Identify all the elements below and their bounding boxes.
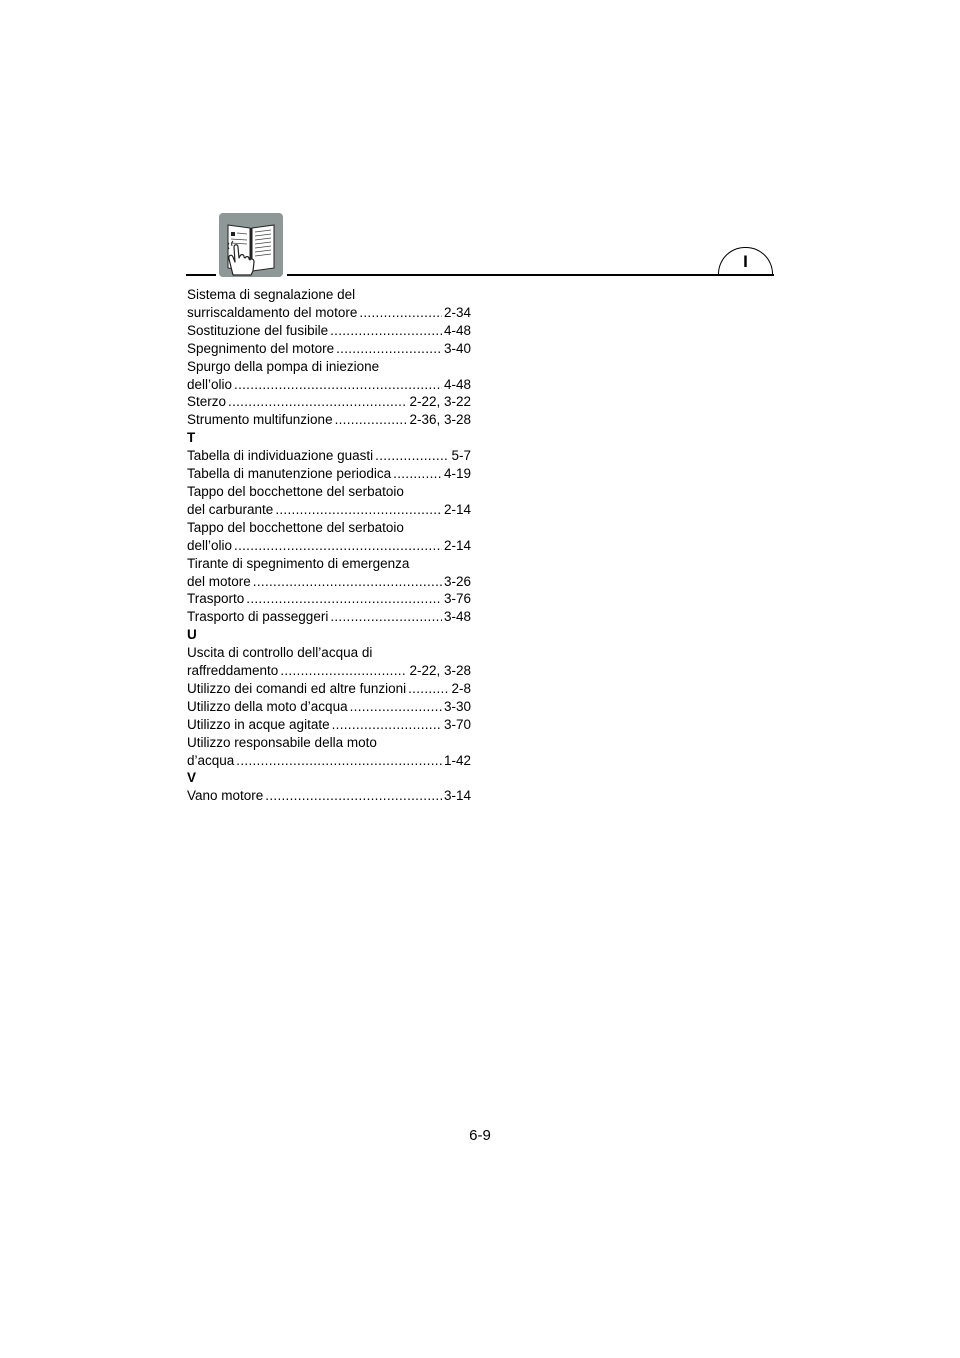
dot-leader (234, 537, 442, 555)
index-entry-page: 3-70 (443, 716, 471, 732)
index-entry-page: 3-30 (443, 698, 471, 714)
index-entry-page: 2-36, 3-28 (409, 412, 471, 428)
dot-leader (265, 787, 442, 805)
index-entry-page: 5-7 (451, 448, 471, 464)
index-entry-page: 4-48 (443, 322, 471, 338)
index-entry-page: 3-14 (443, 788, 471, 804)
index-entry-text: dell’olio (187, 376, 233, 392)
index-entry-text: Vano motore (187, 788, 264, 804)
dot-leader (393, 465, 442, 483)
index-entry-page: 3-76 (443, 591, 471, 607)
index-entry-page: 2-14 (443, 537, 471, 553)
index-entry-page: 2-14 (443, 501, 471, 517)
index-section-letter: U (187, 627, 197, 643)
index-entry-text: raffreddamento (187, 663, 279, 679)
dot-leader (350, 698, 442, 716)
index-entry (187, 537, 471, 555)
index-entry (187, 340, 471, 358)
language-badge: I (718, 247, 773, 274)
index-entry (187, 680, 471, 698)
index-entry-text: Tabella di manutenzione periodica (187, 466, 392, 482)
index-entry-page: 3-48 (443, 609, 471, 625)
index-entry (187, 752, 471, 770)
dot-leader (330, 322, 442, 340)
dot-leader (330, 608, 442, 626)
index-entry (187, 716, 471, 734)
page-number: 6-9 (469, 1127, 491, 1144)
index-entry-text: surriscaldamento del motore (187, 304, 358, 320)
header-rule-right (287, 274, 774, 276)
index-entry-page: 2-8 (451, 680, 471, 696)
dot-leader (335, 411, 408, 429)
index-entry (187, 662, 471, 680)
index-entry-text: Utilizzo della moto d’acqua (187, 698, 348, 714)
index-entry-line: Tirante di spegnimento di emergenza (187, 555, 410, 571)
header-rule-left (186, 274, 216, 276)
index-entry (187, 304, 471, 322)
index-entry (187, 787, 471, 805)
dot-leader (253, 573, 442, 591)
index-entry-text: Sostituzione del fusibile (187, 322, 329, 338)
index-entry (187, 411, 471, 429)
index-entry-text: Utilizzo in acque agitate (187, 716, 330, 732)
index-entry-text: dell’olio (187, 537, 233, 553)
index-entry-page: 4-48 (443, 376, 471, 392)
index-entry-page: 1-42 (443, 752, 471, 768)
dot-leader (275, 501, 442, 519)
index-list (187, 286, 471, 805)
index-entry (187, 376, 471, 394)
manual-hand-icon (219, 213, 283, 277)
index-entry (187, 590, 471, 608)
index-entry-text: Sterzo (187, 394, 227, 410)
index-entry (187, 447, 471, 465)
index-entry-text: Spegnimento del motore (187, 340, 335, 356)
index-entry (187, 573, 471, 591)
index-entry (187, 698, 471, 716)
dot-leader (234, 376, 442, 394)
index-entry-text: Strumento multifunzione (187, 412, 333, 428)
index-entry (187, 608, 471, 626)
dot-leader (375, 447, 449, 465)
dot-leader (246, 590, 442, 608)
index-entry (187, 393, 471, 411)
dot-leader (236, 752, 442, 770)
index-entry-line: Tappo del bocchettone del serbatoio (187, 483, 404, 499)
index-entry-text: del carburante (187, 501, 274, 517)
index-entry-line: Tappo del bocchettone del serbatoio (187, 519, 404, 535)
index-entry-text: Utilizzo dei comandi ed altre funzioni (187, 680, 407, 696)
index-entry-line: Sistema di segnalazione del (187, 287, 356, 302)
index-entry-page: 3-26 (443, 573, 471, 589)
dot-leader (332, 716, 442, 734)
dot-leader (280, 662, 407, 680)
index-entry-text: del motore (187, 573, 251, 589)
index-entry (187, 501, 471, 519)
index-entry (187, 322, 471, 340)
index-entry-text: Tabella di individuazione guasti (187, 448, 374, 464)
index-section-letter: T (187, 430, 196, 446)
index-entry-text: Trasporto (187, 591, 245, 607)
index-entry-page: 3-40 (443, 340, 471, 356)
index-entry-line: Uscita di controllo dell’acqua di (187, 645, 373, 661)
index-entry-line: Spurgo della pompa di iniezione (187, 358, 380, 374)
index-entry-text: d’acqua (187, 752, 235, 768)
index-entry-page: 4-19 (443, 466, 471, 482)
index-section-letter: V (187, 770, 197, 786)
dot-leader (228, 393, 407, 411)
dot-leader (408, 680, 449, 698)
index-entry-line: Utilizzo responsabile della moto (187, 734, 377, 750)
index-entry-text: Trasporto di passeggeri (187, 609, 329, 625)
dot-leader (359, 304, 442, 322)
index-entry-page: 2-22, 3-28 (409, 663, 471, 679)
dot-leader (336, 340, 442, 358)
index-entry-page: 2-34 (443, 304, 471, 320)
index-entry (187, 465, 471, 483)
index-entry-page: 2-22, 3-22 (409, 394, 471, 410)
